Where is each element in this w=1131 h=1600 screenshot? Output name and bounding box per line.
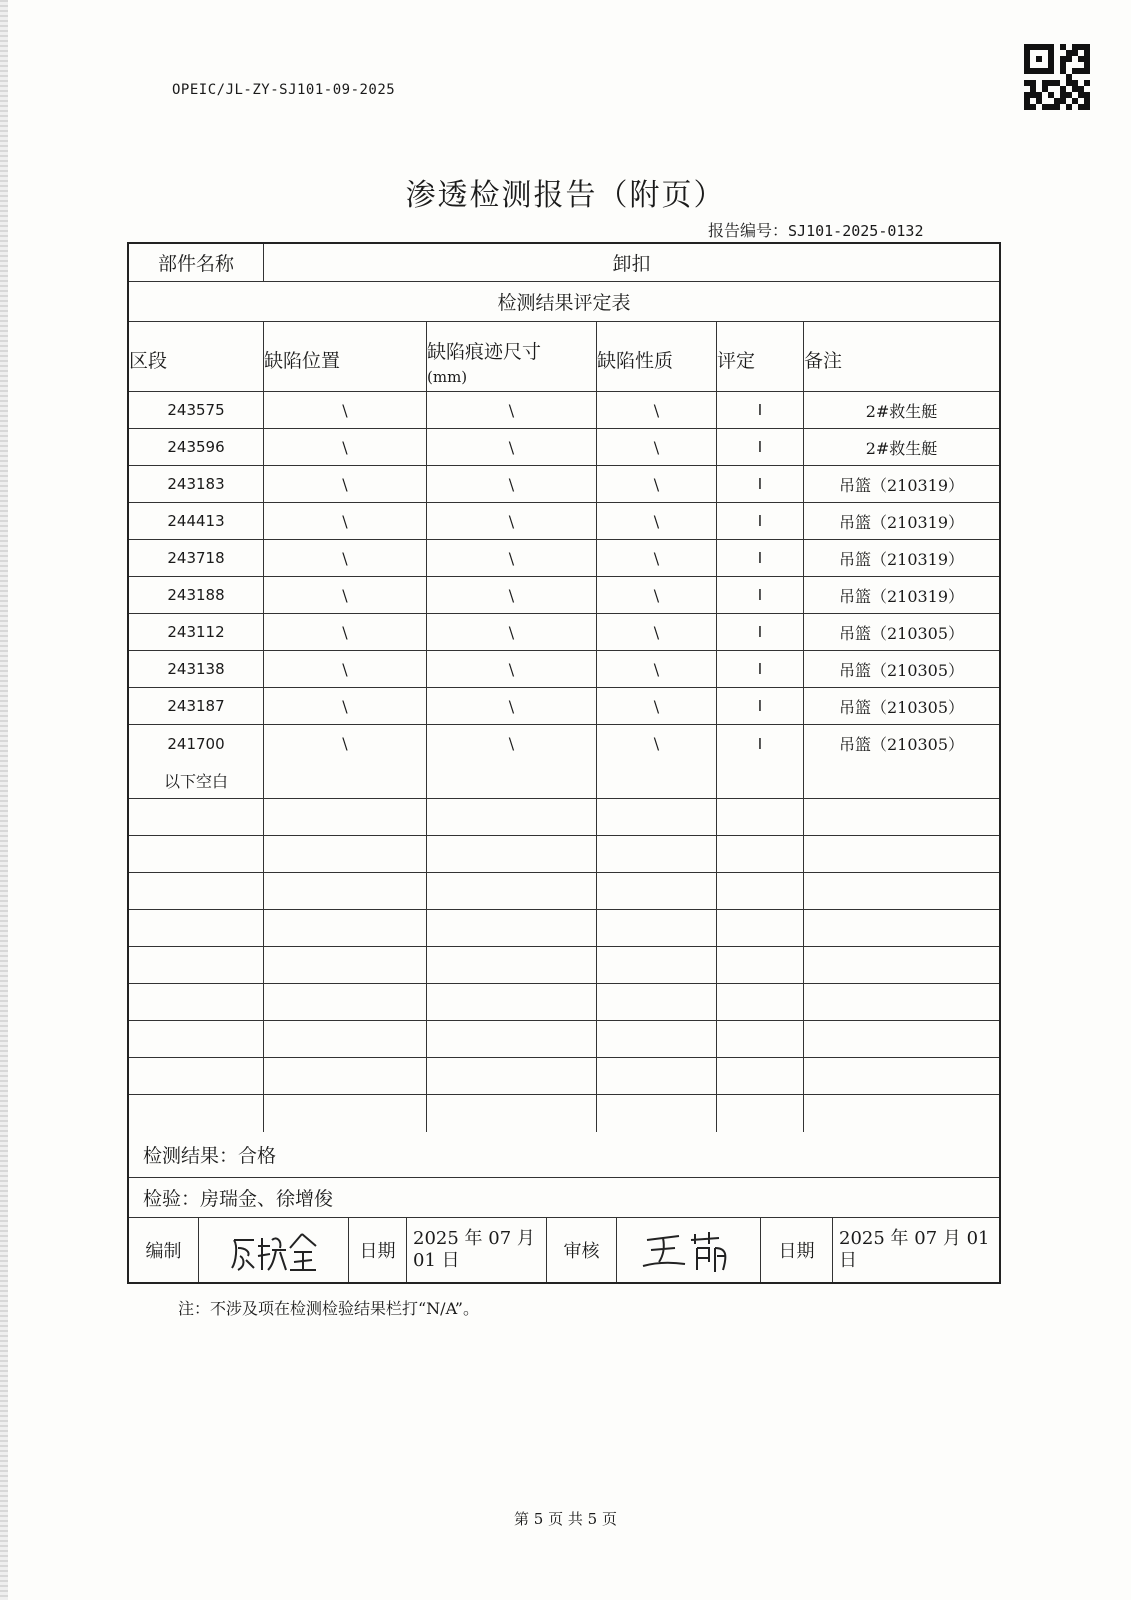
row-section: 241700 bbox=[129, 725, 264, 762]
row-size: \ bbox=[427, 614, 597, 650]
row-position: \ bbox=[264, 540, 427, 576]
part-name-label: 部件名称 bbox=[129, 244, 264, 281]
blank-marker: 以下空白 bbox=[129, 762, 264, 798]
row-nature: \ bbox=[597, 466, 717, 502]
row-size: \ bbox=[427, 466, 597, 502]
blank-marker-row bbox=[129, 762, 999, 799]
row-section: 243187 bbox=[129, 688, 264, 724]
row-size: \ bbox=[427, 503, 597, 539]
empty-row bbox=[129, 947, 999, 984]
document-code: OPEIC/JL-ZY-SJ101-09-2025 bbox=[172, 82, 396, 98]
row-size: \ bbox=[427, 651, 597, 687]
row-position: \ bbox=[264, 688, 427, 724]
row-nature: \ bbox=[597, 540, 717, 576]
row-remark: 吊篮（210305） bbox=[838, 735, 965, 754]
row-section: 243183 bbox=[129, 466, 264, 502]
row-section: 243575 bbox=[129, 392, 264, 428]
report-number bbox=[708, 218, 923, 241]
row-rating: I bbox=[717, 540, 804, 576]
table-row bbox=[129, 688, 999, 725]
row-nature: \ bbox=[597, 392, 717, 428]
row-remark: 吊篮（210319） bbox=[838, 586, 965, 606]
header-section: 区段 bbox=[129, 322, 264, 391]
row-rating: I bbox=[717, 688, 804, 724]
row-rating: I bbox=[717, 725, 804, 762]
part-name-row bbox=[129, 244, 999, 282]
review-signature bbox=[617, 1218, 761, 1282]
signature-row bbox=[129, 1218, 999, 1282]
empty-row bbox=[129, 910, 999, 947]
compiled-signature-mark bbox=[224, 1226, 324, 1274]
row-position: \ bbox=[264, 577, 427, 613]
empty-row bbox=[129, 836, 999, 873]
table-title: 检测结果评定表 bbox=[497, 292, 631, 314]
row-size: \ bbox=[427, 688, 597, 724]
qr-code-icon bbox=[1024, 44, 1090, 110]
empty-row bbox=[129, 1095, 999, 1132]
row-nature: \ bbox=[597, 614, 717, 650]
row-size: \ bbox=[427, 392, 597, 428]
row-size: \ bbox=[427, 429, 597, 465]
table-row bbox=[129, 429, 999, 466]
row-nature: \ bbox=[597, 577, 717, 613]
page-number: 第 5 页 共 5 页 bbox=[514, 1510, 617, 1528]
header-size: 缺陷痕迹尺寸 (mm) bbox=[427, 322, 597, 391]
table-row bbox=[129, 466, 999, 503]
row-position: \ bbox=[264, 392, 427, 428]
row-position: \ bbox=[264, 725, 427, 762]
header-rating: 评定 bbox=[717, 322, 804, 391]
row-remark: 吊篮（210319） bbox=[838, 549, 965, 569]
row-size: \ bbox=[427, 577, 597, 613]
row-rating: I bbox=[717, 466, 804, 502]
row-remark: 吊篮（210319） bbox=[838, 475, 965, 495]
header-size-unit: (mm) bbox=[427, 368, 468, 386]
table-row bbox=[129, 725, 999, 762]
row-rating: I bbox=[717, 503, 804, 539]
compiled-date: 2025 年 07 月 01 日 bbox=[407, 1218, 547, 1282]
row-rating: I bbox=[717, 392, 804, 428]
compiled-label: 编制 bbox=[129, 1218, 199, 1282]
report-number-value: SJ101-2025-0132 bbox=[788, 222, 924, 240]
review-label: 审核 bbox=[547, 1218, 617, 1282]
header-position: 缺陷位置 bbox=[264, 322, 427, 391]
row-section: 243188 bbox=[129, 577, 264, 613]
row-remark: 吊篮（210305） bbox=[838, 660, 965, 680]
row-rating: I bbox=[717, 429, 804, 465]
row-rating: I bbox=[717, 614, 804, 650]
row-rating: I bbox=[717, 577, 804, 613]
scan-edge bbox=[0, 0, 8, 1600]
table-row bbox=[129, 577, 999, 614]
empty-rows bbox=[129, 799, 999, 1132]
result-table bbox=[127, 242, 1001, 1284]
result-value: 合格 bbox=[238, 1145, 277, 1167]
row-section: 243596 bbox=[129, 429, 264, 465]
row-remark: 吊篮（210319） bbox=[838, 512, 965, 532]
row-nature: \ bbox=[597, 725, 717, 762]
compiled-date-label: 日期 bbox=[349, 1218, 407, 1282]
footnote: 注：不涉及项在检测检验结果栏打“N/A”。 bbox=[178, 1299, 479, 1318]
row-remark: 吊篮（210305） bbox=[838, 697, 965, 717]
result-row bbox=[129, 1132, 999, 1178]
row-size: \ bbox=[427, 540, 597, 576]
empty-row bbox=[129, 799, 999, 836]
report-number-label: 报告编号： bbox=[708, 221, 789, 240]
header-row bbox=[129, 322, 999, 392]
row-position: \ bbox=[264, 503, 427, 539]
table-row bbox=[129, 503, 999, 540]
table-row bbox=[129, 540, 999, 577]
inspector-row bbox=[129, 1178, 999, 1218]
header-nature: 缺陷性质 bbox=[597, 322, 717, 391]
row-section: 244413 bbox=[129, 503, 264, 539]
review-date-label: 日期 bbox=[761, 1218, 833, 1282]
row-nature: \ bbox=[597, 429, 717, 465]
empty-row bbox=[129, 1021, 999, 1058]
row-nature: \ bbox=[597, 503, 717, 539]
row-remark: 2#救生艇 bbox=[865, 438, 938, 458]
row-remark: 2#救生艇 bbox=[865, 401, 938, 421]
inspector-label: 检验： bbox=[143, 1188, 201, 1210]
row-position: \ bbox=[264, 429, 427, 465]
row-position: \ bbox=[264, 466, 427, 502]
row-size: \ bbox=[427, 725, 597, 762]
table-row bbox=[129, 614, 999, 651]
row-position: \ bbox=[264, 614, 427, 650]
empty-row bbox=[129, 1058, 999, 1095]
row-section: 243718 bbox=[129, 540, 264, 576]
header-remark: 备注 bbox=[804, 350, 843, 372]
page-title: 渗透检测报告（附页） bbox=[405, 178, 726, 213]
data-rows bbox=[129, 392, 999, 762]
inspector-names: 房瑞金、徐增俊 bbox=[200, 1188, 334, 1210]
compiled-signature bbox=[199, 1218, 349, 1282]
row-rating: I bbox=[717, 651, 804, 687]
row-nature: \ bbox=[597, 688, 717, 724]
row-remark: 吊篮（210305） bbox=[838, 623, 965, 643]
review-date: 2025 年 07 月 01 日 bbox=[839, 1228, 990, 1271]
empty-row bbox=[129, 984, 999, 1021]
row-nature: \ bbox=[597, 651, 717, 687]
part-name-value: 卸扣 bbox=[612, 253, 651, 275]
review-signature-mark bbox=[639, 1226, 739, 1274]
row-position: \ bbox=[264, 651, 427, 687]
table-row bbox=[129, 651, 999, 688]
result-label: 检测结果： bbox=[143, 1145, 239, 1167]
table-row bbox=[129, 392, 999, 429]
row-section: 243138 bbox=[129, 651, 264, 687]
row-section: 243112 bbox=[129, 614, 264, 650]
empty-row bbox=[129, 873, 999, 910]
table-title-row bbox=[129, 282, 999, 322]
